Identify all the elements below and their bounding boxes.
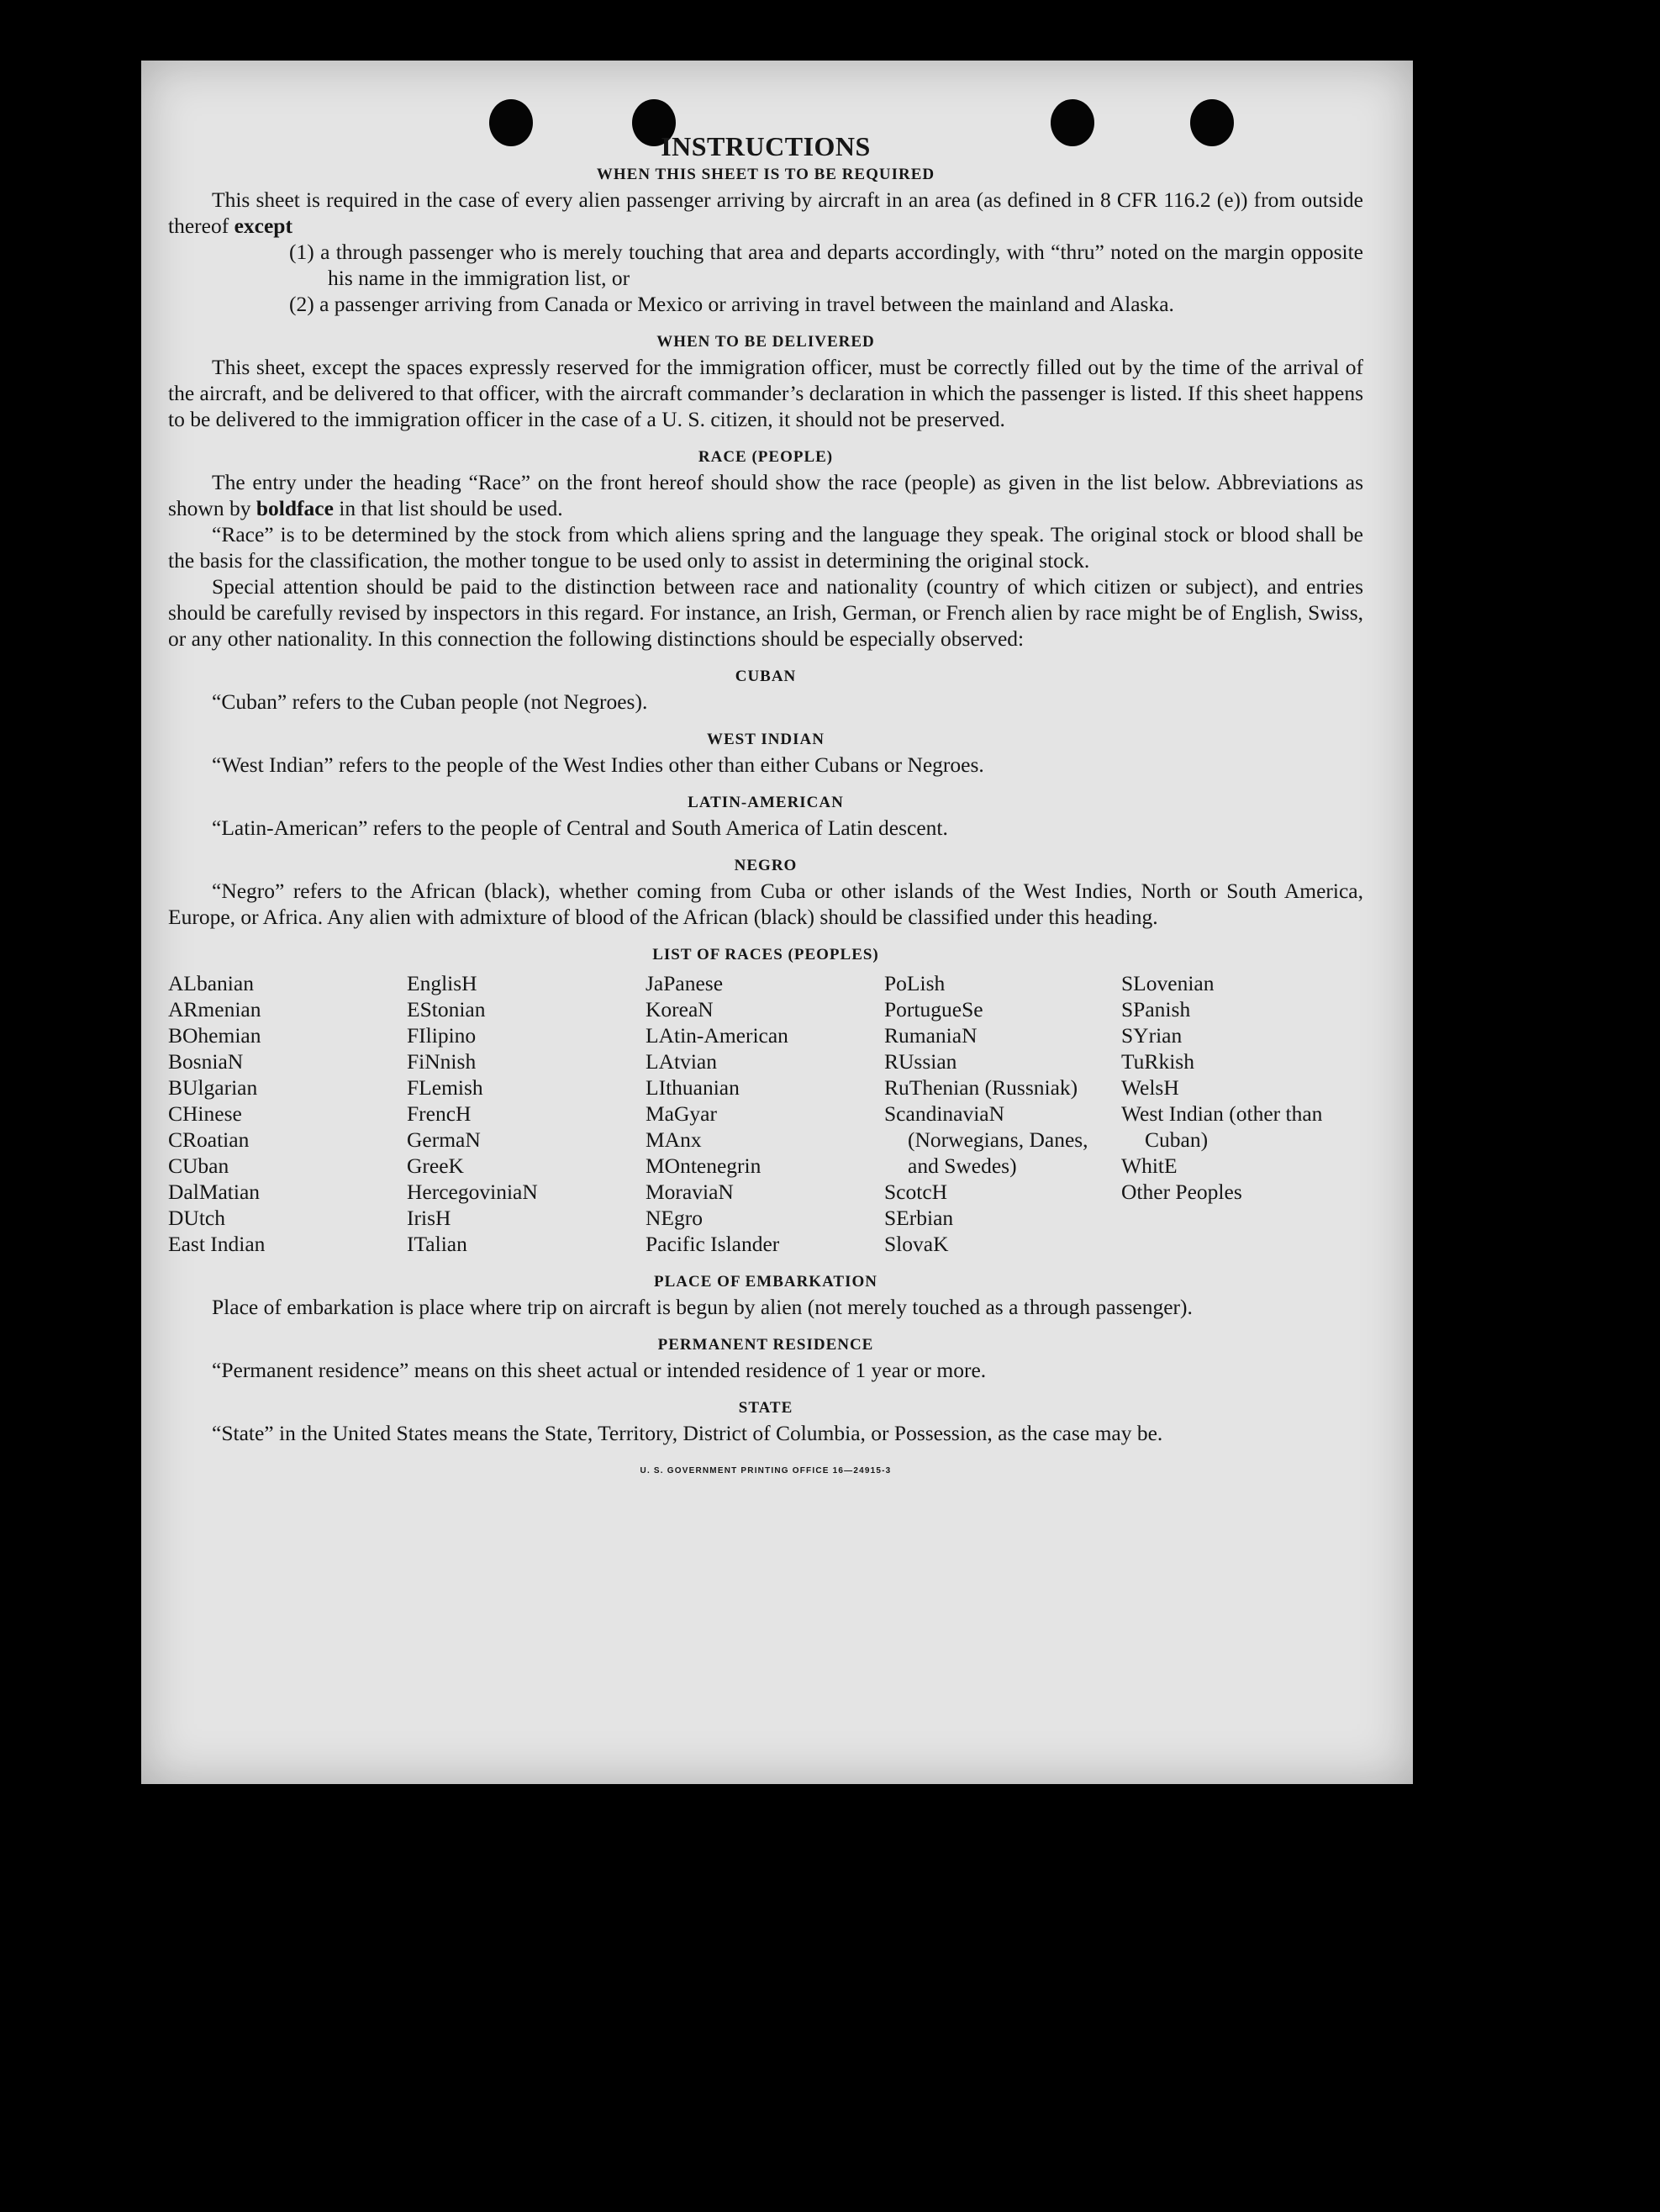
paragraph: Special attention should be paid to the distinction between race and nationality (country of which citizen or subject), and entries should be carefully revised by inspectors in this regard. For instance, an Irish, German, or French alien by race might be of English, Swiss, or any other nationality. In this connection the following distinctions should be especially observed: <box>168 574 1363 651</box>
race-entry: Other Peoples <box>1121 1180 1242 1204</box>
list-item: (1) a through passenger who is merely touching that area and departs accordingly, with “thru” noted on the margin opposite his name in the immigration list, or <box>289 240 1363 290</box>
paragraph: The entry under the heading “Race” on the front hereof should show the race (people) as given in the list below. Abbreviations as shown by boldface in that list should be used. <box>168 470 1363 520</box>
races-column <box>407 970 646 1257</box>
race-entry: JaPanese <box>646 971 724 995</box>
race-entry: CUban <box>168 1154 229 1178</box>
race-entry: SPanish <box>1121 997 1191 1022</box>
race-entry: EnglisH <box>407 971 477 995</box>
race-entry: BUlgarian <box>168 1075 258 1100</box>
race-entry: DUtch <box>168 1206 225 1230</box>
race-entry: FIlipino <box>407 1023 477 1048</box>
race-entry: ITalian <box>407 1232 467 1256</box>
race-entry: SErbian <box>884 1206 954 1230</box>
race-entry: HercegoviniaN <box>407 1180 538 1204</box>
race-entry: FLemish <box>407 1075 483 1100</box>
races-table <box>168 970 1363 1257</box>
race-entry: SLovenian <box>1121 971 1215 995</box>
section-heading-state: STATE <box>738 1399 793 1417</box>
race-entry: CHinese <box>168 1101 242 1126</box>
races-column <box>1121 970 1363 1257</box>
race-entry: CRoatian <box>168 1127 250 1152</box>
section-heading-negro: NEGRO <box>734 857 798 874</box>
section-heading-race: RACE (PEOPLE) <box>698 448 834 466</box>
paragraph: “Race” is to be determined by the stock from which aliens spring and the language they speak. The original stock or blood shall be the basis for the classification, the mother tongue to be used only to assist in determining the original stock. <box>168 522 1363 573</box>
race-entry: SlovaK <box>884 1232 949 1256</box>
race-entry: LIthuanian <box>646 1075 740 1100</box>
race-entry: BosniaN <box>168 1049 244 1074</box>
race-entry: KoreaN <box>646 997 714 1022</box>
paragraph: Place of embarkation is place where trip on aircraft is begun by alien (not merely touched as a through passenger). <box>212 1295 1193 1319</box>
race-entry: RUssian <box>884 1049 957 1074</box>
race-entry: GermaN <box>407 1127 481 1152</box>
paragraph: “West Indian” refers to the people of the West Indies other than either Cubans or Negroes. <box>212 752 984 777</box>
paragraph: “Latin-American” refers to the people of Central and South America of Latin descent. <box>212 816 948 840</box>
section-heading-west-indian: WEST INDIAN <box>707 731 825 748</box>
race-entry: WhitE <box>1121 1154 1178 1178</box>
paragraph: “State” in the United States means the State, Territory, District of Columbia, or Possession, as the case may be. <box>212 1421 1163 1445</box>
race-entry: DalMatian <box>168 1180 261 1204</box>
race-entry: RumaniaN <box>884 1023 978 1048</box>
race-entry: NEgro <box>646 1206 703 1230</box>
race-entry: GreeK <box>407 1154 464 1178</box>
race-entry: MAnx <box>646 1127 702 1152</box>
section-heading-required: WHEN THIS SHEET IS TO BE REQUIRED <box>596 166 935 183</box>
race-entry: ScotcH <box>884 1180 948 1204</box>
paragraph: “Negro” refers to the African (black), whether coming from Cuba or other islands of the West Indies, North or South America, Europe, or Africa. Any alien with admixture of blood of the African (black) should be classified under this heading. <box>168 879 1363 929</box>
races-column <box>884 970 1121 1257</box>
race-entry: LAtin-American <box>646 1023 788 1048</box>
race-entry: MoraviaN <box>646 1180 734 1204</box>
race-entry: ALbanian <box>168 971 254 995</box>
race-entry: PoLish <box>884 971 946 995</box>
section-heading-list-of-races: LIST OF RACES (PEOPLES) <box>652 946 879 963</box>
page-title: INSTRUCTIONS <box>661 131 871 161</box>
section-heading-embarkation: PLACE OF EMBARKATION <box>654 1273 877 1291</box>
race-entry: ARmenian <box>168 997 261 1022</box>
race-entry: Pacific Islander <box>646 1232 780 1256</box>
section-heading-latin-american: LATIN-AMERICAN <box>688 794 844 811</box>
printer-imprint: U. S. GOVERNMENT PRINTING OFFICE 16—24915-3 <box>640 1466 892 1476</box>
race-entry: RuThenian (Russniak) <box>884 1075 1078 1100</box>
race-entry: East Indian <box>168 1232 266 1256</box>
section-heading-permanent-residence: PERMANENT RESIDENCE <box>657 1336 874 1354</box>
races-column <box>168 970 407 1257</box>
races-column <box>646 970 884 1257</box>
race-entry: TuRkish <box>1121 1049 1194 1074</box>
race-entry: SYrian <box>1121 1023 1183 1048</box>
race-entry: IrisH <box>407 1206 451 1230</box>
section-heading-delivered: WHEN TO BE DELIVERED <box>656 333 875 351</box>
race-entry: BOhemian <box>168 1023 261 1048</box>
paragraph: This sheet is required in the case of every alien passenger arriving by aircraft in an area (as defined in 8 CFR 116.2 (e)) from outside thereof except <box>168 187 1363 238</box>
race-entry: WelsH <box>1121 1075 1179 1100</box>
race-entry: FiNnish <box>407 1049 477 1074</box>
instructions-body <box>168 129 1363 1484</box>
section-heading-cuban: CUBAN <box>735 668 797 685</box>
race-entry: MOntenegrin <box>646 1154 761 1178</box>
document-page <box>141 61 1413 1784</box>
race-entry: MaGyar <box>646 1101 717 1126</box>
race-entry: PortugueSe <box>884 997 983 1022</box>
paragraph: This sheet, except the spaces expressly reserved for the immigration officer, must be correctly filled out by the time of the arrival of the aircraft, and be delivered to that officer, with the aircraft commander’s declaration in which the passenger is listed. If this sheet happens to be delivered to the immigration officer in the case of a U. S. citizen, it should not be preserved. <box>168 355 1363 431</box>
list-item: (2) a passenger arriving from Canada or Mexico or arriving in travel between the mainland and Alaska. <box>289 292 1174 316</box>
paragraph: “Permanent residence” means on this sheet actual or intended residence of 1 year or more. <box>212 1358 987 1382</box>
race-entry: FrencH <box>407 1101 472 1126</box>
race-entry: West Indian (other than Cuban) <box>1121 1101 1323 1152</box>
race-entry: LAtvian <box>646 1049 717 1074</box>
paragraph: “Cuban” refers to the Cuban people (not Negroes). <box>212 689 648 714</box>
race-entry: ScandinaviaN (Norwegians, Danes, and Swedes) <box>884 1101 1088 1178</box>
race-entry: EStonian <box>407 997 486 1022</box>
